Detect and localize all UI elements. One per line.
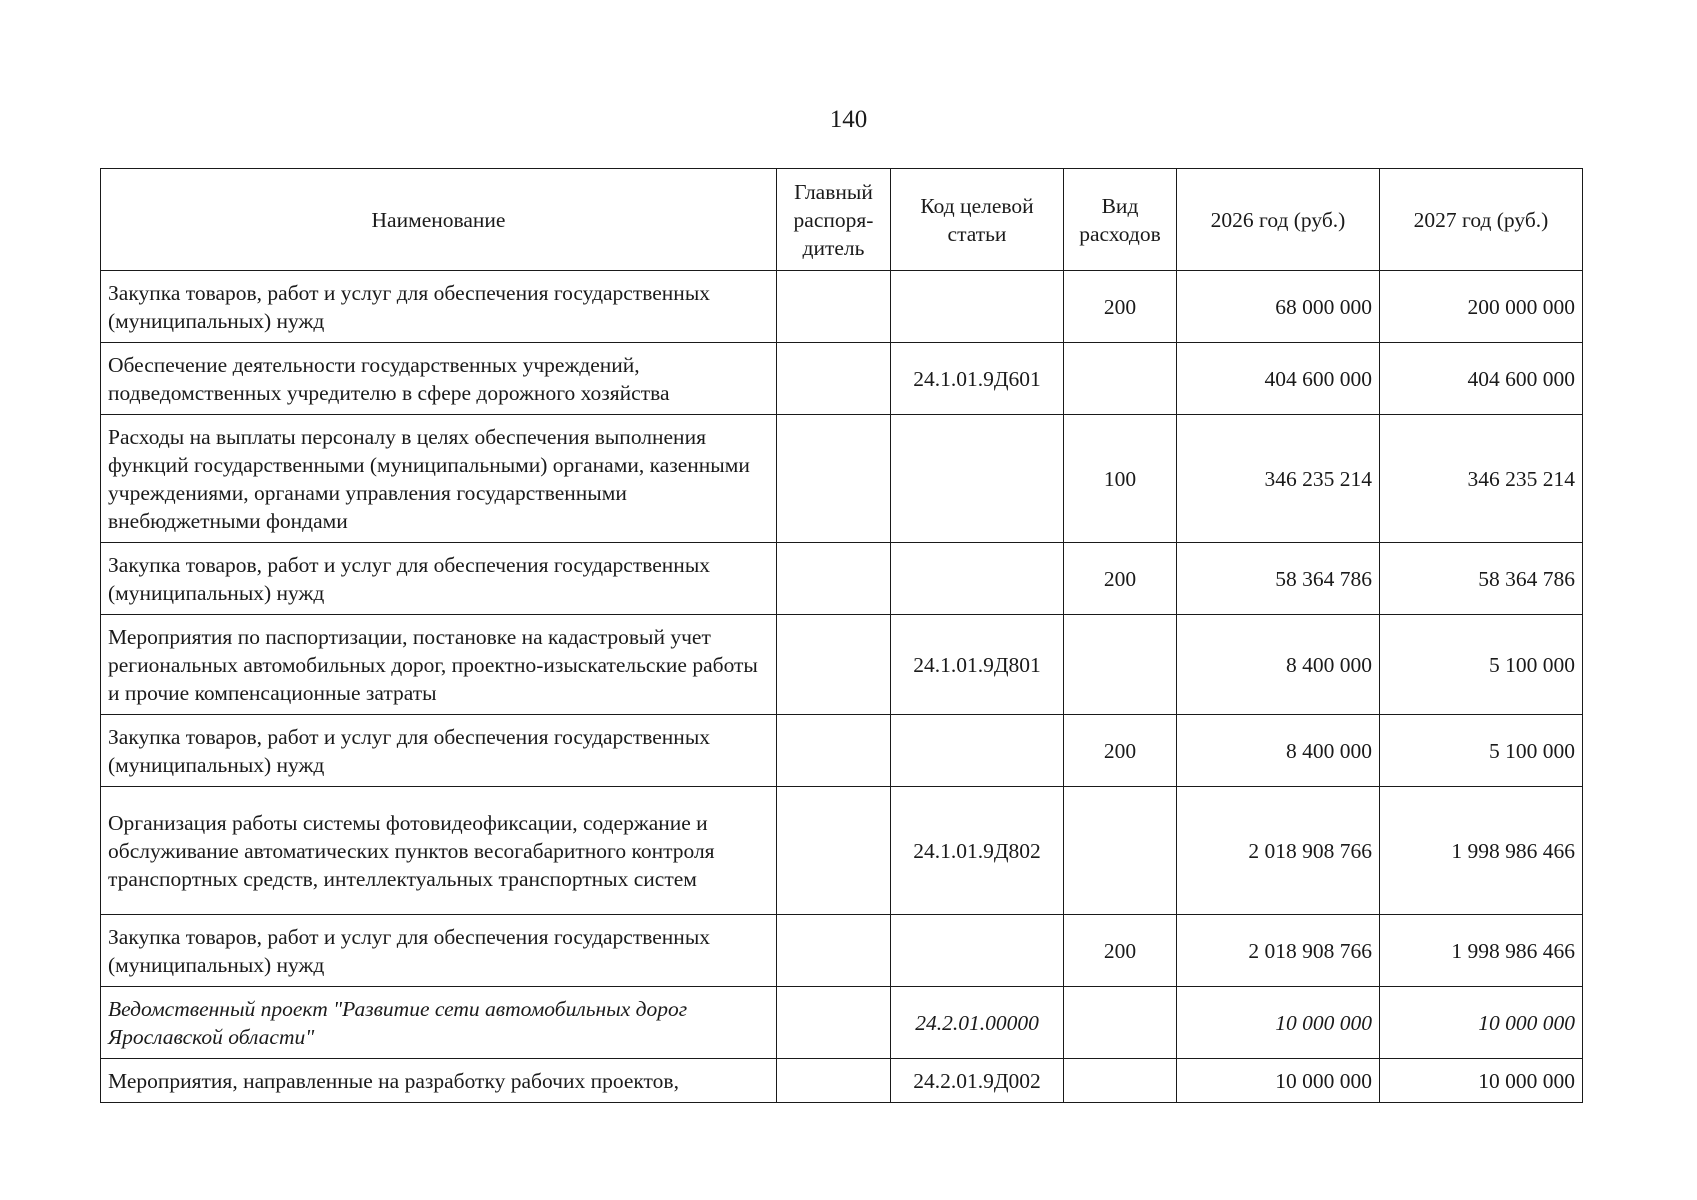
table-row <box>101 1059 1583 1103</box>
cell-kind <box>1064 615 1177 715</box>
header-distributor: Главный распоря-дитель <box>777 169 891 271</box>
cell-distributor <box>777 715 891 787</box>
cell-2026: 68 000 000 <box>1177 271 1380 343</box>
cell-kind: 200 <box>1064 915 1177 987</box>
cell-name: Мероприятия, направленные на разработку рабочих проектов, <box>101 1059 777 1103</box>
cell-code: 24.2.01.9Д002 <box>891 1059 1064 1103</box>
table-row <box>101 543 1583 615</box>
cell-code: 24.1.01.9Д801 <box>891 615 1064 715</box>
page-number: 140 <box>829 106 868 133</box>
cell-name: Обеспечение деятельности государственных учреждений, подведомственных учредителю в сфере дорожного хозяйства <box>101 343 777 415</box>
header-2027: 2027 год (руб.) <box>1380 169 1583 271</box>
cell-2027: 58 364 786 <box>1380 543 1583 615</box>
table-row <box>101 271 1583 343</box>
cell-2026: 346 235 214 <box>1177 415 1380 543</box>
cell-kind <box>1064 343 1177 415</box>
cell-kind: 200 <box>1064 543 1177 615</box>
cell-distributor <box>777 615 891 715</box>
header-code: Код целевой статьи <box>891 169 1064 271</box>
table-header-row <box>101 169 1583 271</box>
cell-distributor <box>777 915 891 987</box>
table-row <box>101 787 1583 915</box>
cell-name: Расходы на выплаты персоналу в целях обеспечения выполнения функций государственными (муниципальными) органами, казенными учреждениями, органами управления государственными внебюджетными фондами <box>101 415 777 543</box>
cell-2026: 10 000 000 <box>1177 1059 1380 1103</box>
cell-kind <box>1064 1059 1177 1103</box>
cell-code <box>891 543 1064 615</box>
cell-code: 24.2.01.00000 <box>891 987 1064 1059</box>
cell-distributor <box>777 271 891 343</box>
cell-name: Закупка товаров, работ и услуг для обеспечения государственных (муниципальных) нужд <box>101 715 777 787</box>
cell-distributor <box>777 787 891 915</box>
cell-2026: 8 400 000 <box>1177 615 1380 715</box>
budget-table <box>100 168 1583 1103</box>
table-row <box>101 415 1583 543</box>
cell-code: 24.1.01.9Д802 <box>891 787 1064 915</box>
cell-name: Организация работы системы фотовидеофиксации, содержание и обслуживание автоматических пунктов весогабаритного контроля транспортных средств, интеллектуальных транспортных систем <box>101 787 777 915</box>
table-row <box>101 915 1583 987</box>
cell-distributor <box>777 1059 891 1103</box>
cell-2027: 346 235 214 <box>1380 415 1583 543</box>
cell-kind: 200 <box>1064 715 1177 787</box>
cell-2027: 404 600 000 <box>1380 343 1583 415</box>
cell-2026: 58 364 786 <box>1177 543 1380 615</box>
cell-distributor <box>777 343 891 415</box>
cell-distributor <box>777 987 891 1059</box>
cell-code <box>891 915 1064 987</box>
table-row <box>101 615 1583 715</box>
cell-2027: 5 100 000 <box>1380 715 1583 787</box>
cell-name: Закупка товаров, работ и услуг для обеспечения государственных (муниципальных) нужд <box>101 915 777 987</box>
table-row <box>101 987 1583 1059</box>
header-2026: 2026 год (руб.) <box>1177 169 1380 271</box>
cell-2026: 8 400 000 <box>1177 715 1380 787</box>
cell-code: 24.1.01.9Д601 <box>891 343 1064 415</box>
cell-2027: 1 998 986 466 <box>1380 915 1583 987</box>
cell-2026: 2 018 908 766 <box>1177 787 1380 915</box>
cell-2026: 2 018 908 766 <box>1177 915 1380 987</box>
cell-name: Закупка товаров, работ и услуг для обеспечения государственных (муниципальных) нужд <box>101 543 777 615</box>
cell-2027: 200 000 000 <box>1380 271 1583 343</box>
cell-kind <box>1064 987 1177 1059</box>
cell-name: Мероприятия по паспортизации, постановке на кадастровый учет региональных автомобильных дорог, проектно-изыскательские работы и прочие компенсационные затраты <box>101 615 777 715</box>
cell-code <box>891 715 1064 787</box>
cell-2027: 10 000 000 <box>1380 1059 1583 1103</box>
cell-distributor <box>777 543 891 615</box>
cell-distributor <box>777 415 891 543</box>
cell-name: Закупка товаров, работ и услуг для обеспечения государственных (муниципальных) нужд <box>101 271 777 343</box>
cell-code <box>891 415 1064 543</box>
header-kind: Вид расходов <box>1064 169 1177 271</box>
table-row <box>101 715 1583 787</box>
cell-name: Ведомственный проект "Развитие сети автомобильных дорог Ярославской области" <box>101 987 777 1059</box>
cell-code <box>891 271 1064 343</box>
cell-2027: 10 000 000 <box>1380 987 1583 1059</box>
cell-2027: 5 100 000 <box>1380 615 1583 715</box>
cell-2027: 1 998 986 466 <box>1380 787 1583 915</box>
cell-kind <box>1064 787 1177 915</box>
cell-2026: 10 000 000 <box>1177 987 1380 1059</box>
cell-kind: 100 <box>1064 415 1177 543</box>
table-row <box>101 343 1583 415</box>
cell-2026: 404 600 000 <box>1177 343 1380 415</box>
cell-kind: 200 <box>1064 271 1177 343</box>
header-name: Наименование <box>101 169 777 271</box>
